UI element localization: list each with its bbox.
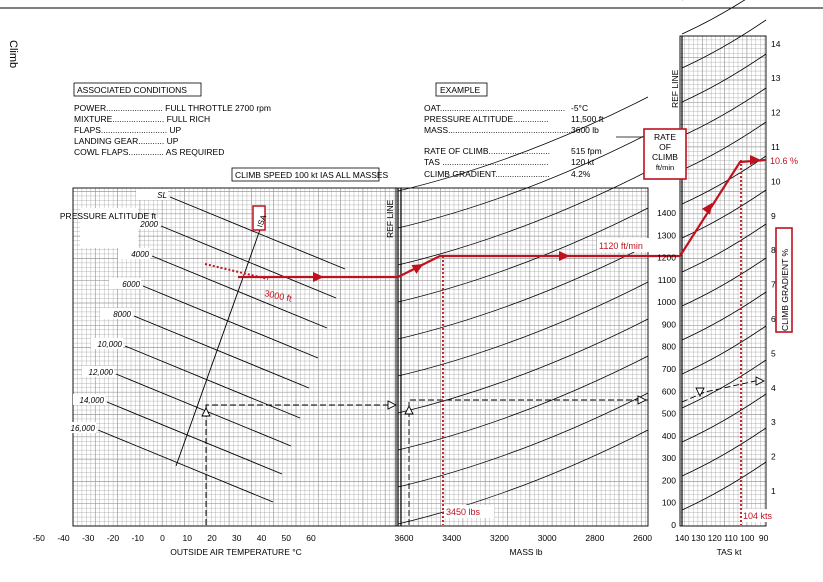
altitude-label: 10,000	[97, 340, 122, 349]
condition-row: LANDING GEAR........... UP	[74, 136, 179, 146]
example-arrow	[638, 396, 646, 404]
temperature-tick: -50	[32, 533, 45, 543]
mass-tick: 3400	[442, 533, 462, 543]
temperature-tick: -40	[57, 533, 70, 543]
mass-tick: 2600	[633, 533, 653, 543]
rate-of-climb-tick: 900	[661, 319, 676, 330]
rate-of-climb-label: RATE OF CLIMB ft/min	[652, 132, 678, 172]
condition-row: FLAPS............................ UP	[74, 125, 182, 135]
gradient-tick: 8	[771, 245, 776, 256]
gradient-tick: 12	[771, 107, 781, 118]
gradient-result-label: 10.6 %	[770, 156, 799, 166]
mass-tick: 3600	[394, 533, 414, 543]
pressure-altitude-label: PRESSURE ALTITUDE ft	[59, 211, 157, 221]
temperature-tick: 30	[232, 533, 242, 543]
ref-line-label: REF LINE	[670, 69, 680, 108]
gradient-tick: 9	[771, 210, 776, 221]
example-arrow	[756, 377, 764, 385]
tas-tick: 90	[758, 533, 769, 543]
altitude-label: 16,000	[70, 424, 95, 433]
conditions-title: ASSOCIATED CONDITIONS	[77, 85, 187, 95]
temperature-tick: 60	[306, 533, 316, 543]
tas-guide-curve	[682, 258, 766, 306]
altitude-label: 8000	[113, 310, 131, 319]
mass-tick: 3200	[489, 533, 509, 543]
tas-tick: 130	[691, 533, 706, 543]
rate-of-climb-tick: 600	[661, 386, 676, 397]
example-value: 3600 lb	[571, 125, 599, 135]
example-label: OAT.....................................................	[424, 103, 566, 113]
altitude-curve	[98, 430, 273, 502]
altitude-label: 14,000	[79, 396, 104, 405]
altitude-example-label: 3000 ft	[263, 288, 293, 304]
example-value: -5°C	[571, 103, 589, 113]
example-label: CLIMB GRADIENT.......................	[424, 169, 550, 179]
example-label: PRESSURE ALTITUDE...............	[424, 114, 549, 124]
mass-axis-label: MASS lb	[509, 547, 543, 557]
example-title: EXAMPLE	[440, 85, 481, 95]
rate-of-climb-tick: 700	[661, 364, 676, 374]
altitude-curve	[152, 256, 327, 328]
rate-of-climb-tick: 1300	[657, 230, 676, 241]
rate-of-climb-tick: 400	[661, 430, 676, 441]
tas-guide-curve	[682, 54, 766, 102]
gradient-tick: 2	[771, 451, 776, 462]
condition-row: POWER........................ FULL THROTTLE 2700 rpm	[74, 103, 271, 113]
tas-tick: 110	[724, 533, 738, 543]
gradient-tick: 1	[771, 486, 776, 496]
tas-guide-curve	[682, 360, 766, 408]
example-label: RATE OF CLIMB..........................	[424, 146, 550, 156]
temperature-tick: 10	[182, 533, 192, 543]
rate-of-climb-tick: 100	[661, 497, 676, 508]
altitude-label: 2000	[140, 220, 158, 229]
temperature-axis-label: OUTSIDE AIR TEMPERATURE °C	[170, 547, 302, 557]
tas-tick: 120	[707, 533, 722, 543]
example-value: 11,500 ft	[571, 114, 604, 124]
rate-of-climb-tick: 500	[661, 408, 676, 419]
example-red-path	[680, 160, 766, 256]
rate-of-climb-tick: 300	[661, 453, 676, 464]
gradient-tick: 10	[771, 176, 781, 187]
tas-axis-label: TAS kt	[716, 547, 742, 557]
rate-result-label: 1120 ft/min	[599, 241, 643, 251]
temperature-tick: -20	[106, 533, 120, 543]
rate-of-climb-tick: 1400	[657, 208, 676, 218]
example-value: 4.2%	[571, 169, 591, 179]
example-arrow	[388, 401, 396, 409]
tas-tick: 140	[674, 533, 690, 543]
chart-grids	[64, 0, 766, 526]
red-arrow	[559, 251, 570, 261]
rate-of-climb-tick: 0	[671, 520, 676, 530]
temperature-tick: -10	[131, 533, 144, 543]
rate-of-climb-tick: 200	[661, 475, 676, 486]
altitude-label: 6000	[122, 280, 140, 289]
gradient-tick: 11	[771, 142, 780, 152]
tas-guide-curve	[682, 0, 766, 34]
example-label: MASS.....................................................	[424, 125, 574, 135]
rate-of-climb-tick: 800	[661, 341, 676, 352]
gradient-tick: 7	[771, 279, 776, 290]
associated-conditions	[74, 83, 271, 157]
side-title: Climb	[7, 40, 19, 69]
mass-tick: 3000	[537, 533, 557, 543]
example-value: 120 kt	[571, 157, 595, 167]
tas-guide-curve	[682, 326, 766, 374]
example-label: TAS .............................................	[424, 157, 549, 167]
temperature-tick: 0	[160, 533, 165, 543]
mass-tick: 2800	[585, 533, 605, 543]
temperature-tick: 40	[256, 533, 267, 543]
altitude-label: 12,000	[88, 368, 113, 377]
climb-speed-label: CLIMB SPEED 100 kt IAS ALL MASSES	[235, 170, 389, 180]
altitude-label: 4000	[131, 250, 149, 259]
example-red-path	[238, 256, 680, 277]
gradient-tick: 6	[771, 314, 776, 324]
temperature-tick: 50	[281, 533, 291, 543]
rate-of-climb-tick: 1000	[657, 297, 676, 308]
condition-row: MIXTURE...................... FULL RICH	[74, 114, 211, 124]
tas-tick: 100	[740, 533, 755, 543]
gradient-tick: 13	[771, 73, 781, 84]
tas-guide-curve	[682, 88, 766, 136]
climb-gradient-label: CLIMB GRADIENT %	[780, 248, 790, 331]
gradient-tick: 4	[771, 382, 776, 393]
gradient-tick: 14	[771, 38, 781, 49]
mass-example-label: 3450 lbs	[446, 507, 481, 517]
gradient-tick: 5	[771, 348, 776, 359]
isa-label: ISA	[255, 213, 269, 229]
temperature-tick: 20	[207, 533, 217, 543]
tas-guide-curve	[682, 20, 766, 68]
rate-of-climb-tick: 1200	[657, 252, 676, 263]
tas-example-label: 104 kts	[743, 511, 773, 521]
condition-row: COWL FLAPS............... AS REQUIRED	[74, 147, 225, 157]
altitude-label: SL	[157, 191, 167, 200]
tas-guide-curve	[682, 292, 766, 340]
gradient-tick: 3	[771, 417, 776, 428]
ref-line-label: REF LINE	[385, 199, 395, 238]
rate-of-climb-tick: 1100	[657, 274, 676, 285]
example-value: 515 fpm	[571, 146, 602, 156]
temperature-tick: -30	[82, 533, 95, 543]
tas-guide-curve	[682, 428, 766, 476]
